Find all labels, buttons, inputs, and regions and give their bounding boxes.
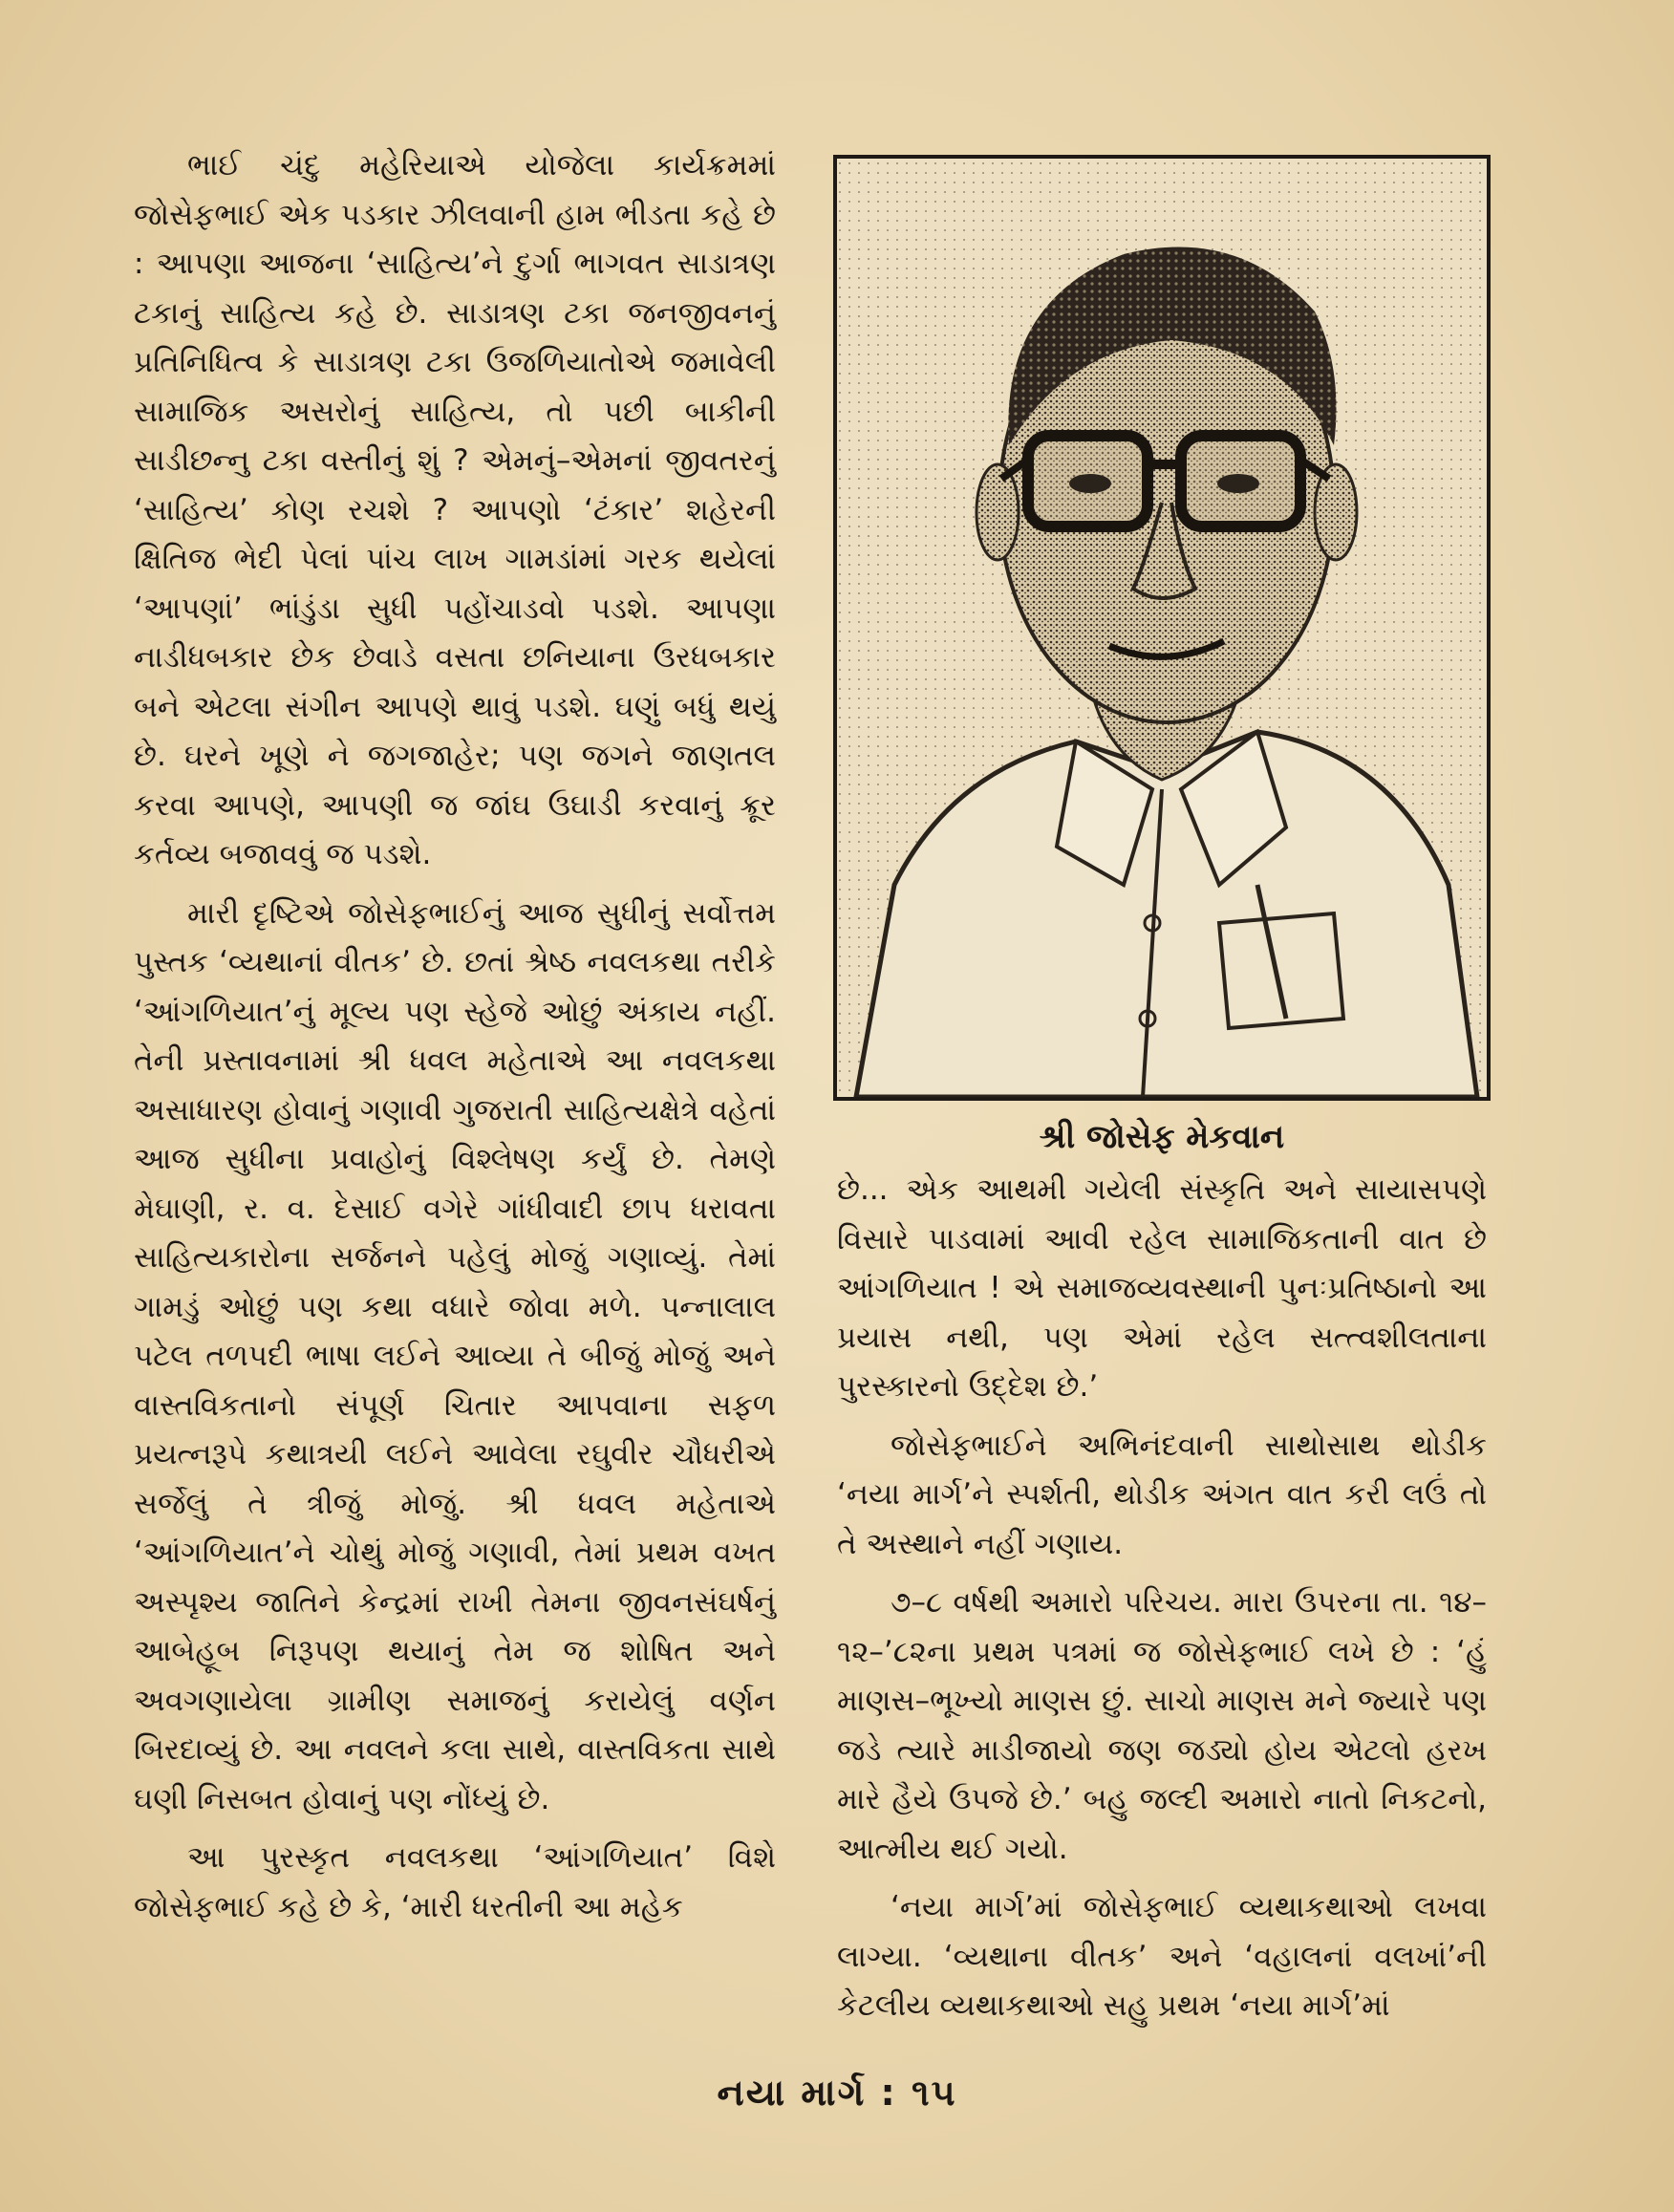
left-paragraph-3: આ પુરસ્કૃત નવલકથા ‘આંગળિયાત’ વિશે જોસેફભાઈ કહે છે કે, ‘મારી ધરતીની આ મહેક — [134, 1840, 776, 1924]
right-column — [837, 1166, 1487, 2041]
left-paragraph-1: ભાઈ ચંદુ મહેરિયાએ યોજેલા કાર્યક્રમમાં જોસેફભાઈ એક પડકાર ઝીલવાની હામ ભીડતા કહે છે : આપણા આજના ‘સાહિત્ય’ને દુર્ગા ભાગવત સાડાત્રણ ટકાનું સાહિત્ય કહે છે. સાડાત્રણ ટકા જનજીવનનું પ્રતિનિધિત્વ કે સાડાત્રણ ટકા ઉજળિયાતોએ જમાવેલી સામાજિક અસરોનું સાહિત્ય, તો પછી બાકીની સાડીછન્નુ ટકા વસ્તીનું શું ? એમનું–એમનાં જીવતરનું ‘સાહિત્ય’ કોણ રચશે ? આપણો ‘ટંકાર’ શહેરની ક્ષિતિજ ભેદી પેલાં પાંચ લાખ ગામડાંમાં ગરક થયેલાં ‘આપણાં’ ભાંડુંડા સુધી પહોંચાડવો પડશે. આપણા નાડીધબકાર છેક છેવાડે વસતા છનિયાના ઉરધબકાર બને એટલા સંગીન આપણે થાવું પડશે. ઘણું બધું થયું છે. ઘરને ખૂણે ને જગજાહેર; પણ જગને જાણતલ કરવા આપણે, આપણી જ જાંઘ ઉઘાડી કરવાનું ક્રૂર કર્તવ્ય બજાવવું જ પડશે. — [134, 148, 776, 871]
right-paragraph-2: જોસેફભાઈને અભિનંદવાની સાથોસાથ થોડીક ‘નયા માર્ગ’ને સ્પર્શતી, થોડીક અંગત વાત કરી લઉં તો તે અસ્થાને નહીં ગણાય. — [837, 1428, 1487, 1561]
right-paragraph-3: ૭–૮ વર્ષથી અમારો પરિચય. મારા ઉપરના તા. ૧૪–૧૨–’૮૨ના પ્રથમ પત્રમાં જ જોસેફભાઈ લખે છે : ‘હું માણસ–ભૂખ્યો માણસ છું. સાચો માણસ મને જ્યારે પણ જડે ત્યારે માડીજાયો જણ જડ્યો હોય એટલો હરખ મારે હૈયે ઉપજે છે.’ બહુ જલ્દી અમારો નાતો નિકટનો, આત્મીય થઈ ગયો. — [837, 1585, 1487, 1866]
portrait-photo — [833, 155, 1491, 1101]
right-paragraph-1: છે... એક આથમી ગયેલી સંસ્કૃતિ અને સાયાસપણે વિસારે પાડવામાં આવી રહેલ સામાજિકતાની વાત છે આંગળિયાત ! એ સમાજવ્યવસ્થાની પુનઃપ્રતિષ્ઠાનો આ પ્રયાસ નથી, પણ એમાં રહેલ સત્ત્વશીલતાના પુરસ્કારનો ઉદ્દેશ છે.’ — [837, 1172, 1487, 1404]
right-paragraph-4: ‘નયા માર્ગ’માં જોસેફભાઈ વ્યથાકથાઓ લખવા લાગ્યા. ‘વ્યથાના વીતક’ અને ‘વહાલનાં વલખાં’ની કેટલીય વ્યથાકથાઓ સહુ પ્રથમ ‘નયા માર્ગ’માં — [837, 1890, 1487, 2023]
left-paragraph-2: મારી દૃષ્ટિએ જોસેફભાઈનું આજ સુધીનું સર્વોત્તમ પુસ્તક ‘વ્યથાનાં વીતક’ છે. છતાં શ્રેષ્ઠ નવલકથા તરીકે ‘આંગળિયાત’નું મૂલ્ય પણ સ્હેજે ઓછું અંકાય નહીં. તેની પ્રસ્તાવનામાં શ્રી ધવલ મહેતાએ આ નવલકથા અસાધારણ હોવાનું ગણાવી ગુજરાતી સાહિત્યક્ષેત્રે વહેતાં આજ સુધીના પ્રવાહોનું વિશ્લેષણ કર્યું છે. તેમણે મેઘાણી, ર. વ. દેસાઈ વગેરે ગાંધીવાદી છાપ ધરાવતા સાહિત્યકારોના સર્જનને પહેલું મોજું ગણાવ્યું. તેમાં ગામડું ઓછું પણ કથા વધારે જોવા મળે. પન્નાલાલ પટેલ તળપદી ભાષા લઈને આવ્યા તે બીજું મોજું અને વાસ્તવિકતાનો સંપૂર્ણ ચિતાર આપવાના સફળ પ્રયત્નરૂપે કથાત્રયી લઈને આવેલા રઘુવીર ચૌધરીએ સર્જેલું તે ત્રીજું મોજું. શ્રી ધવલ મહેતાએ ‘આંગળિયાત’ને ચોથું મોજું ગણાવી, તેમાં પ્રથમ વખત અસ્પૃશ્ય જાતિને કેન્દ્રમાં રાખી તેમના જીવનસંઘર્ષનું આબેહૂબ નિરૂપણ થયાનું તેમ જ શોષિત અને અવગણાયેલા ગ્રામીણ સમાજનું કરાયેલું વર્ણન બિરદાવ્યું છે. આ નવલને કલા સાથે, વાસ્તવિકતા સાથે ઘણી નિસબત હોવાનું પણ નોંધ્યું છે. — [134, 895, 776, 1816]
page-footer: નયા માર્ગ : ૧૫ — [717, 2072, 957, 2114]
portrait-sketch-icon — [837, 159, 1487, 1097]
left-column — [134, 141, 776, 1942]
photo-caption: શ્રી જોસેફ મેકવાન — [1039, 1118, 1285, 1156]
